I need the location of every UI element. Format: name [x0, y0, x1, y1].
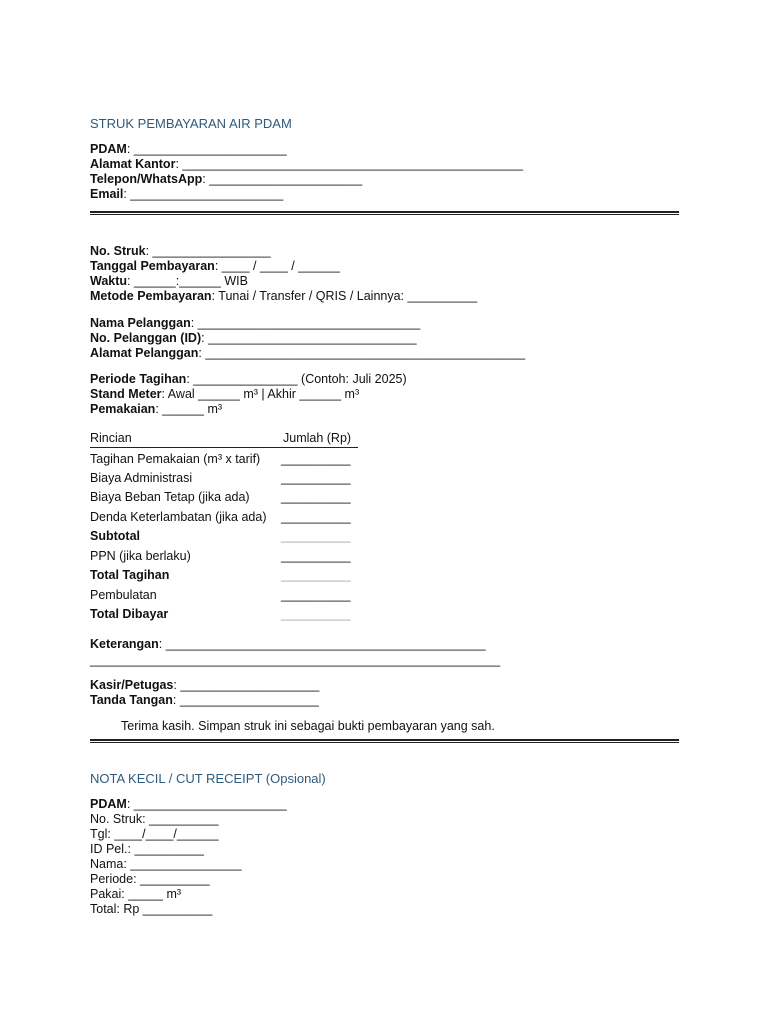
- table-row: [90, 588, 360, 608]
- alamat-kantor-blank: : _________________________________________________: [175, 157, 524, 171]
- tanda-tangan-blank: : ____________________: [172, 693, 319, 707]
- table-row: [90, 529, 360, 549]
- telepon-field: [90, 172, 362, 187]
- pdam-field: [90, 142, 287, 157]
- pdam-label: PDAM: [90, 142, 127, 156]
- cut-pdam-blank: : ______________________: [126, 797, 287, 811]
- waktu-blank: : ______:______ WIB: [127, 274, 248, 288]
- row-label: Biaya Beban Tetap (jika ada): [90, 490, 250, 504]
- no-struk-label: No. Struk: [90, 244, 146, 258]
- tanggal-label: Tanggal Pembayaran: [90, 259, 215, 273]
- row-label: Subtotal: [90, 529, 140, 543]
- cut-tgl: Tgl: ____/____/______: [90, 827, 219, 841]
- nama-pelanggan-label: Nama Pelanggan: [90, 316, 191, 330]
- col-header-jumlah: Jumlah (Rp): [283, 431, 352, 445]
- table-header-rule: [90, 447, 358, 448]
- email-blank: : ______________________: [123, 187, 284, 201]
- keterangan-field: [90, 637, 486, 652]
- nama-pelanggan-blank: : ________________________________: [190, 316, 421, 330]
- no-pelanggan-label: No. Pelanggan (ID): [90, 331, 202, 345]
- cut-no-struk: No. Struk: __________: [90, 812, 219, 826]
- row-amount-blank: __________: [281, 588, 351, 602]
- cut-nama: Nama: ________________: [90, 857, 242, 871]
- page-title: STRUK PEMBAYARAN AIR PDAM: [90, 116, 292, 131]
- alamat-kantor-field: [90, 157, 523, 172]
- alamat-kantor-label: Alamat Kantor: [90, 157, 176, 171]
- row-label: Denda Keterlambatan (jika ada): [90, 510, 267, 524]
- table-row: [90, 471, 360, 491]
- table-row: [90, 452, 360, 472]
- periode-field: [90, 372, 407, 387]
- row-label: Total Dibayar: [90, 607, 169, 621]
- email-label: Email: [90, 187, 124, 201]
- table-row: [90, 607, 360, 627]
- row-amount-blank: __________: [281, 452, 351, 466]
- alamat-pelanggan-label: Alamat Pelanggan: [90, 346, 199, 360]
- telepon-blank: : ______________________: [202, 172, 363, 186]
- thank-you-note: Terima kasih. Simpan struk ini sebagai bukti pembayaran yang sah.: [121, 719, 495, 733]
- row-amount-blank: __________: [281, 568, 351, 582]
- row-label: Total Tagihan: [90, 568, 170, 582]
- no-struk-blank: : _________________: [145, 244, 271, 258]
- col-header-rincian: Rincian: [90, 431, 132, 445]
- row-label: Pembulatan: [90, 588, 157, 602]
- tanda-tangan-field: [90, 693, 319, 708]
- tanggal-blank: : ____ / ____ / ______: [214, 259, 340, 273]
- cut-id-pel: ID Pel.: __________: [90, 842, 204, 856]
- row-amount-blank: __________: [281, 510, 351, 524]
- telepon-label: Telepon/WhatsApp: [90, 172, 203, 186]
- cut-pdam-label: PDAM: [90, 797, 127, 811]
- row-amount-blank: __________: [281, 607, 351, 621]
- metode-label: Metode Pembayaran: [90, 289, 212, 303]
- table-row: [90, 510, 360, 530]
- table-row: [90, 490, 360, 510]
- kasir-label: Kasir/Petugas: [90, 678, 174, 692]
- keterangan-label: Keterangan: [90, 637, 159, 651]
- keterangan-line-2: ___________________________________________________________: [90, 653, 501, 667]
- stand-meter-field: [90, 387, 359, 402]
- tanggal-field: [90, 259, 340, 274]
- cut-receipt-title: NOTA KECIL / CUT RECEIPT (Opsional): [90, 771, 326, 786]
- no-struk-field: [90, 244, 271, 259]
- metode-blank: : Tunai / Transfer / QRIS / Lainnya: __________: [211, 289, 478, 303]
- keterangan-blank: : ______________________________________________: [158, 637, 486, 651]
- pemakaian-label: Pemakaian: [90, 402, 156, 416]
- email-field: [90, 187, 283, 202]
- tanda-tangan-label: Tanda Tangan: [90, 693, 173, 707]
- cut-pakai: Pakai: _____ m³: [90, 887, 182, 901]
- no-pelanggan-field: [90, 331, 417, 346]
- row-label: Biaya Administrasi: [90, 471, 193, 485]
- pemakaian-blank: : ______ m³: [155, 402, 223, 416]
- cut-pdam-field: [90, 797, 287, 812]
- table-row: [90, 549, 360, 569]
- cut-total: Total: Rp __________: [90, 902, 213, 916]
- stand-meter-blank: : Awal ______ m³ | Akhir ______ m³: [161, 387, 360, 401]
- kasir-blank: : ____________________: [173, 678, 320, 692]
- no-pelanggan-blank: : ______________________________: [201, 331, 417, 345]
- periode-blank: : _______________ (Contoh: Juli 2025): [186, 372, 407, 386]
- pemakaian-field: [90, 402, 222, 417]
- nama-pelanggan-field: [90, 316, 420, 331]
- row-amount-blank: __________: [281, 471, 351, 485]
- periode-label: Periode Tagihan: [90, 372, 187, 386]
- cut-periode: Periode: __________: [90, 872, 210, 886]
- pdam-blank: : ______________________: [126, 142, 287, 156]
- row-amount-blank: __________: [281, 490, 351, 504]
- metode-field: [90, 289, 477, 304]
- stand-meter-label: Stand Meter: [90, 387, 162, 401]
- divider: [90, 739, 679, 743]
- waktu-field: [90, 274, 248, 289]
- table-row: [90, 568, 360, 588]
- row-amount-blank: __________: [281, 549, 351, 563]
- alamat-pelanggan-field: [90, 346, 525, 361]
- row-amount-blank: __________: [281, 529, 351, 543]
- row-label: PPN (jika berlaku): [90, 549, 191, 563]
- divider: [90, 211, 679, 215]
- row-label: Tagihan Pemakaian (m³ x tarif): [90, 452, 261, 466]
- alamat-pelanggan-blank: : ______________________________________________: [198, 346, 526, 360]
- kasir-field: [90, 678, 319, 693]
- waktu-label: Waktu: [90, 274, 128, 288]
